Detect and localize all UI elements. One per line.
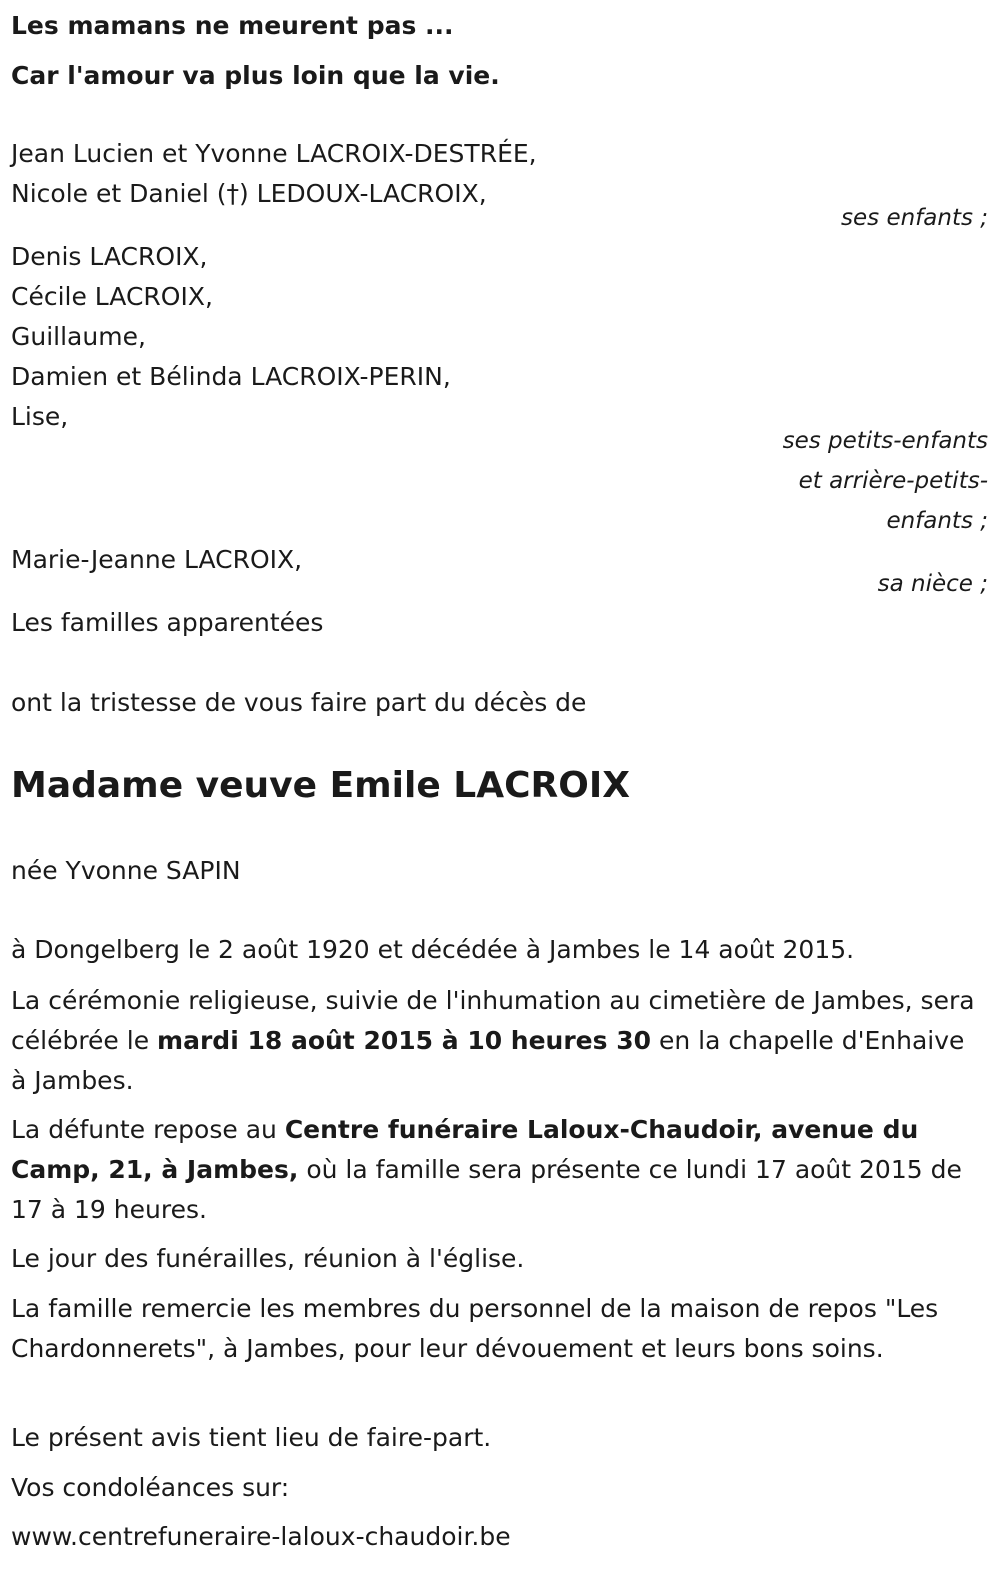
condolences-label: Vos condoléances sur: <box>11 1473 290 1502</box>
ceremony-datetime: mardi 18 août 2015 à 10 heures 30 <box>157 1026 652 1055</box>
grandchildren-role-line: ses petits-enfants <box>782 428 988 454</box>
ceremony-text: La cérémonie religieuse, suivie de l'inhumation au cimetière de Jambes, sera célébrée le <box>11 986 975 1055</box>
repose-address: Centre funéraire Laloux-Chaudoir, avenue du Camp, 21, à Jambes, <box>11 1115 919 1184</box>
child-name: Nicole et Daniel (†) LEDOUX-LACROIX, <box>11 179 487 208</box>
born-as-line: née Yvonne SAPIN <box>11 856 241 885</box>
announcement-line: ont la tristesse de vous faire part du décès de <box>11 688 587 717</box>
repose-paragraph <box>11 1110 986 1230</box>
niece-role: sa nièce ; <box>877 571 988 597</box>
children-role: ses enfants ; <box>841 205 988 231</box>
grandchild-name: Damien et Bélinda LACROIX-PERIN, <box>11 362 451 391</box>
funeral-day-line: Le jour des funérailles, réunion à l'église. <box>11 1244 525 1273</box>
epitaph-line-1: Les mamans ne meurent pas ... <box>11 11 454 40</box>
dates-line: à Dongelberg le 2 août 1920 et décédée à Jambes le 14 août 2015. <box>11 935 855 964</box>
grandchild-name: Denis LACROIX, <box>11 242 208 271</box>
website-link[interactable]: www.centrefuneraire-laloux-chaudoir.be <box>11 1522 511 1551</box>
ceremony-paragraph <box>11 981 986 1101</box>
ceremony-location: en la chapelle d'Enhaive à Jambes. <box>11 1026 965 1095</box>
niece-name: Marie-Jeanne LACROIX, <box>11 545 303 574</box>
repose-text: La défunte repose au <box>11 1115 285 1144</box>
child-name: Jean Lucien et Yvonne LACROIX-DESTRÉE, <box>11 139 537 168</box>
grandchild-name: Cécile LACROIX, <box>11 282 213 311</box>
grandchild-name: Guillaume, <box>11 322 146 351</box>
thanks-paragraph: La famille remercie les membres du personnel de la maison de repos "Les Chardonnerets", à Jambes, pour leur dévouement et leurs bons soins. <box>11 1294 939 1363</box>
grandchildren-role-line: et arrière-petits- <box>798 468 988 494</box>
deceased-name: Madame veuve Emile LACROIX <box>11 765 630 806</box>
epitaph-line-2: Car l'amour va plus loin que la vie. <box>11 61 500 90</box>
notice-line: Le présent avis tient lieu de faire-part. <box>11 1423 492 1452</box>
grandchildren-role-line: enfants ; <box>886 508 988 534</box>
repose-visiting-hours: où la famille sera présente ce lundi 17 août 2015 de 17 à 19 heures. <box>11 1155 962 1224</box>
families-line: Les familles apparentées <box>11 608 324 637</box>
grandchild-name: Lise, <box>11 402 69 431</box>
